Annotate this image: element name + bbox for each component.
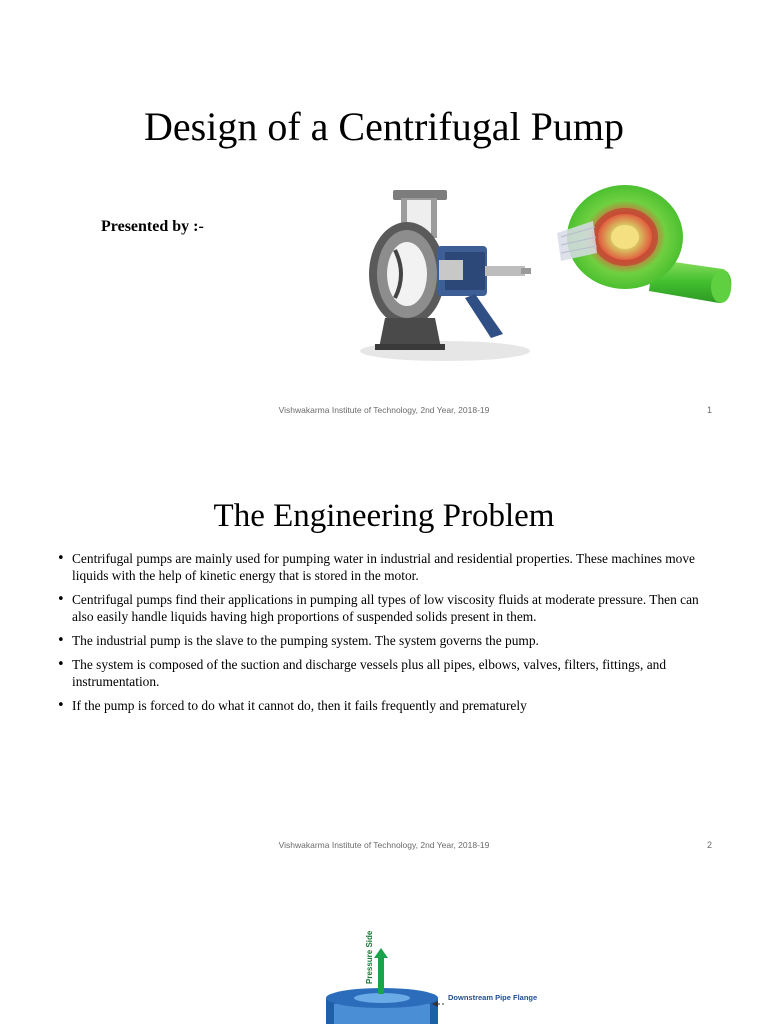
- bullet-item: [56, 591, 711, 625]
- bullet-icon: •: [57, 657, 65, 672]
- slide-3: [0, 864, 768, 1024]
- bullet-item: [56, 656, 711, 690]
- slide-title: Design of a Centrifugal Pump: [144, 103, 624, 149]
- slide-1: [0, 0, 768, 432]
- slide-footer: Vishwakarma Institute of Technology, 2nd Year, 2018-19: [278, 840, 490, 850]
- slide-footer: Vishwakarma Institute of Technology, 2nd Year, 2018-19: [278, 405, 490, 415]
- bullet-text: If the pump is forced to do what it cannot do, then it fails frequently and prematurely: [72, 698, 527, 713]
- bullet-item: [56, 550, 711, 584]
- bullet-icon: •: [57, 592, 65, 607]
- cfd-simulation-image: [553, 181, 735, 311]
- slide-2: [0, 432, 768, 864]
- page-number: 2: [706, 840, 712, 850]
- bullet-text: Centrifugal pumps find their applications in pumping all types of low viscosity fluids at moderate pressure. Then can also easily handle liquids having high proportions of suspended solids present in them.: [72, 592, 699, 624]
- pressure-side-label: Pressure Side: [365, 930, 374, 984]
- presenter-label: Presented by :-: [101, 218, 204, 235]
- bullet-icon: •: [57, 551, 65, 566]
- bullet-list: [56, 550, 711, 721]
- bullet-icon: •: [57, 633, 65, 648]
- downstream-flange-label: Downstream Pipe Flange: [448, 993, 538, 1002]
- bullet-text: The system is composed of the suction and discharge vessels plus all pipes, elbows, valves, filters, fittings, and instrumentation.: [72, 657, 667, 689]
- bullet-item: [56, 632, 711, 649]
- slide-title: The Engineering Problem: [213, 498, 555, 535]
- bullet-text: Centrifugal pumps are mainly used for pumping water in industrial and residential properties. These machines move liquids with the help of kinetic energy that is stored in the motor.: [72, 551, 695, 583]
- bullet-text: The industrial pump is the slave to the pumping system. The system governs the pump.: [72, 633, 539, 648]
- pump-cutaway-image: [355, 186, 535, 364]
- page-number: 1: [706, 405, 712, 415]
- bullet-icon: •: [57, 698, 65, 713]
- pump-flange-diagram: [318, 930, 538, 1024]
- bullet-item: [56, 697, 711, 714]
